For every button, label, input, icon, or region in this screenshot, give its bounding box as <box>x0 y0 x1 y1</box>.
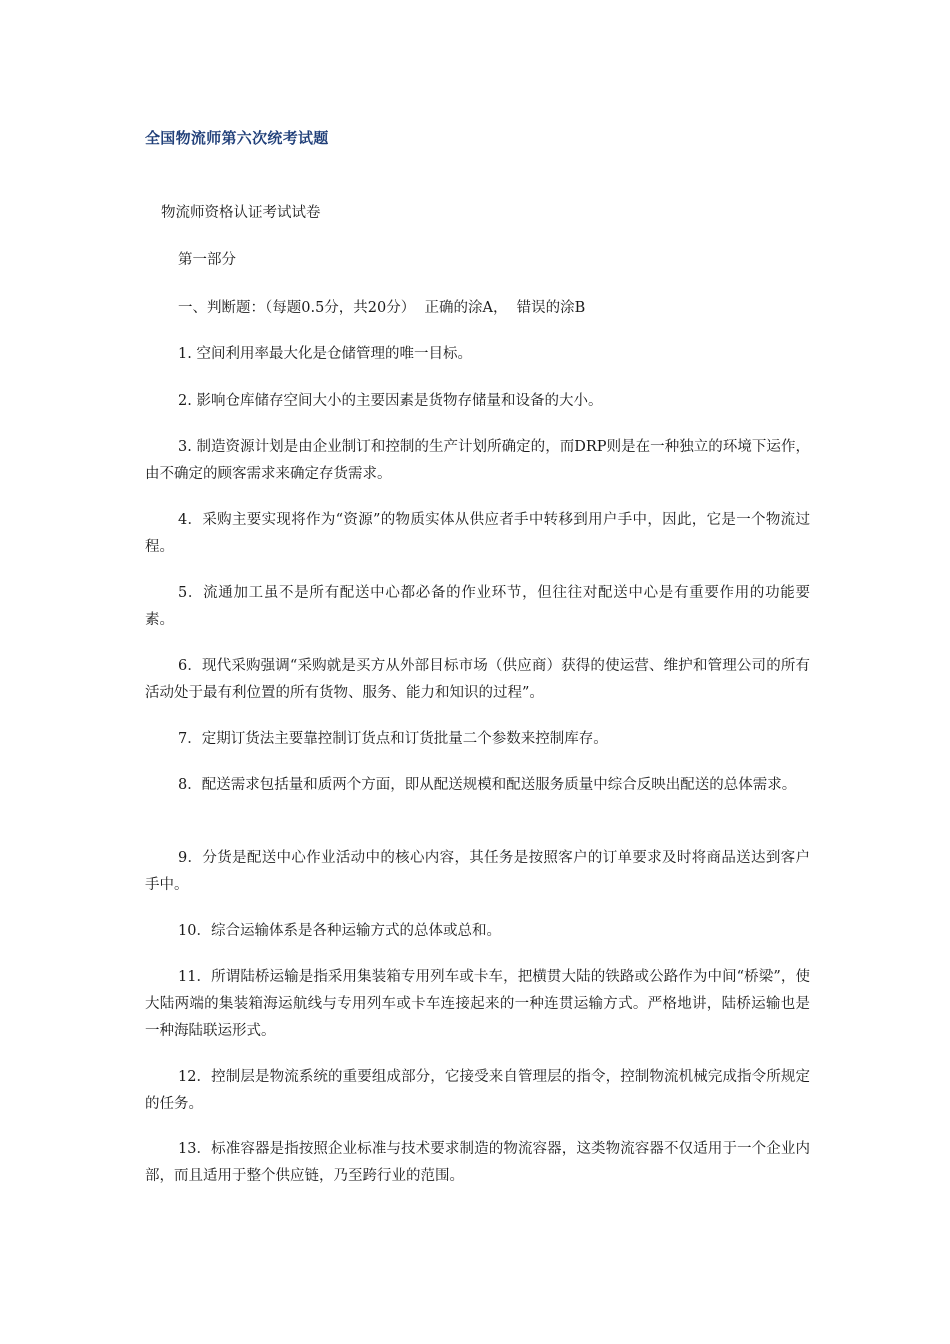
question-item: 12．控制层是物流系统的重要组成部分，它接受来自管理层的指令，控制物流机械完成指令所规定的任务。 <box>145 1069 810 1112</box>
question-item: 3. 制造资源计划是由企业制订和控制的生产计划所确定的，而DRP则是在一种独立的环境下运作，由不确定的顾客需求来确定存货需求。 <box>145 439 810 482</box>
question-item: 11．所谓陆桥运输是指采用集装箱专用列车或卡车，把横贯大陆的铁路或公路作为中间“桥梁”，使大陆两端的集装箱海运航线与专用列车或卡车连接起来的一种连贯运输方式。严格地讲，陆桥运输也是一种海陆联运形式。 <box>145 969 810 1039</box>
document-title: 全国物流师第六次统考试题 <box>145 129 329 147</box>
question-item: 7．定期订货法主要靠控制订货点和订货批量二个参数来控制库存。 <box>178 731 608 747</box>
question-item: 4．采购主要实现将作为“资源”的物质实体从供应者手中转移到用户手中，因此，它是一个物流过程。 <box>145 512 810 555</box>
question-instruction: 一、判断题：（每题0.5分，共20分） 正确的涂A， 错误的涂B <box>178 300 586 316</box>
question-item: 8．配送需求包括量和质两个方面，即从配送规模和配送服务质量中综合反映出配送的总体需求。 <box>178 777 797 793</box>
question-item: 13．标准容器是指按照企业标准与技术要求制造的物流容器，这类物流容器不仅适用于一个企业内部，而且适用于整个供应链，乃至跨行业的范围。 <box>145 1141 810 1184</box>
question-item: 1. 空间利用率最大化是仓储管理的唯一目标。 <box>178 346 472 362</box>
question-item: 2. 影响仓库储存空间大小的主要因素是货物存储量和设备的大小。 <box>178 393 603 409</box>
question-item: 6．现代采购强调“采购就是买方从外部目标市场（供应商）获得的使运营、维护和管理公司的所有活动处于最有利位置的所有货物、服务、能力和知识的过程”。 <box>145 658 810 701</box>
exam-subtitle: 物流师资格认证考试试卷 <box>161 205 321 221</box>
section-heading: 第一部分 <box>178 252 236 268</box>
question-item: 9．分货是配送中心作业活动中的核心内容，其任务是按照客户的订单要求及时将商品送达到客户手中。 <box>145 850 810 893</box>
question-item: 5．流通加工虽不是所有配送中心都必备的作业环节，但往往对配送中心是有重要作用的功能要素。 <box>145 585 810 628</box>
question-item: 10．综合运输体系是各种运输方式的总体或总和。 <box>178 923 501 939</box>
